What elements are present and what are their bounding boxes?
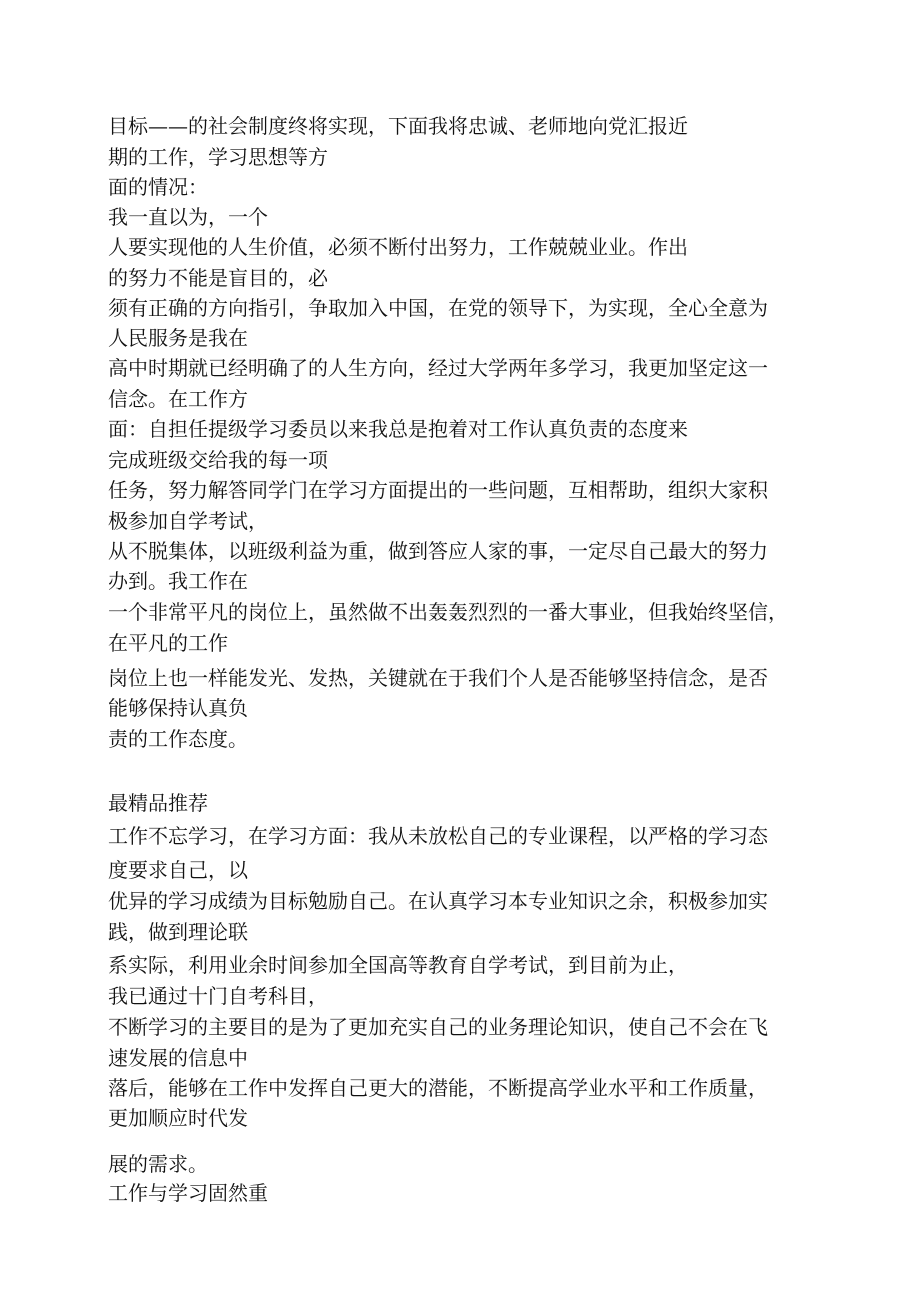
text-line: 能够保持认真负 [108,696,248,720]
text-line: 岗位上也一样能发光、发热，关键就在于我们个人是否能够坚持信念，是否 [108,666,768,690]
text-line: 面的情况： [108,175,208,199]
text-line: 责的工作态度。 [108,727,248,751]
text-line: 在平凡的工作 [108,631,228,655]
text-line: 工作与学习固然重 [108,1181,268,1205]
text-line: 的努力不能是盲目的，必 [108,266,328,290]
text-line: 目标——的社会制度终将实现，下面我将忠诚、老师地向党汇报近 [108,114,688,138]
text-line: 一个非常平凡的岗位上，虽然做不出轰轰烈烈的一番大事业，但我始终坚信， [108,600,788,624]
text-line: 系实际，利用业余时间参加全国高等教育自学考试，到目前为止， [108,953,688,977]
recommend-label: 最精品推荐 [108,791,208,815]
text-line: 展的需求。 [108,1152,208,1176]
text-line: 须有正确的方向指引，争取加入中国，在党的领导下，为实现，全心全意为 [108,296,768,320]
text-line: 度要求自己，以 [108,858,248,882]
text-line: 速发展的信息中 [108,1046,248,1070]
text-line: 落后，能够在工作中发挥自己更大的潜能，不断提高学业水平和工作质量， [108,1076,768,1100]
text-line: 人民服务是我在 [108,326,248,350]
text-line: 极参加自学考试， [108,509,268,533]
text-line: 我已通过十门自考科目， [108,984,328,1008]
text-line: 更加顺应时代发 [108,1106,248,1130]
text-line: 践，做到理论联 [108,920,248,944]
text-line: 人要实现他的人生价值，必须不断付出努力，工作兢兢业业。作出 [108,235,688,259]
text-line: 任务，努力解答同学门在学习方面提出的一些问题，互相帮助，组织大家积 [108,478,768,502]
text-line: 完成班级交给我的每一项 [108,448,328,472]
text-line: 从不脱集体，以班级利益为重，做到答应人家的事，一定尽自己最大的努力 [108,539,768,563]
text-line: 面：自担任提级学习委员以来我总是抱着对工作认真负责的态度来 [108,417,688,441]
text-line: 办到。我工作在 [108,569,248,593]
text-line: 信念。在工作方 [108,387,248,411]
text-line: 高中时期就已经明确了的人生方向，经过大学两年多学习，我更加坚定这一 [108,356,768,380]
text-line: 优异的学习成绩为目标勉励自己。在认真学习本专业知识之余，积极参加实 [108,889,768,913]
text-line: 不断学习的主要目的是为了更加充实自己的业务理论知识，使自己不会在飞 [108,1015,768,1039]
text-line: 我一直以为，一个 [108,205,268,229]
text-line: 工作不忘学习，在学习方面：我从未放松自己的专业课程，以严格的学习态 [108,824,768,848]
text-line: 期的工作，学习思想等方 [108,145,328,169]
